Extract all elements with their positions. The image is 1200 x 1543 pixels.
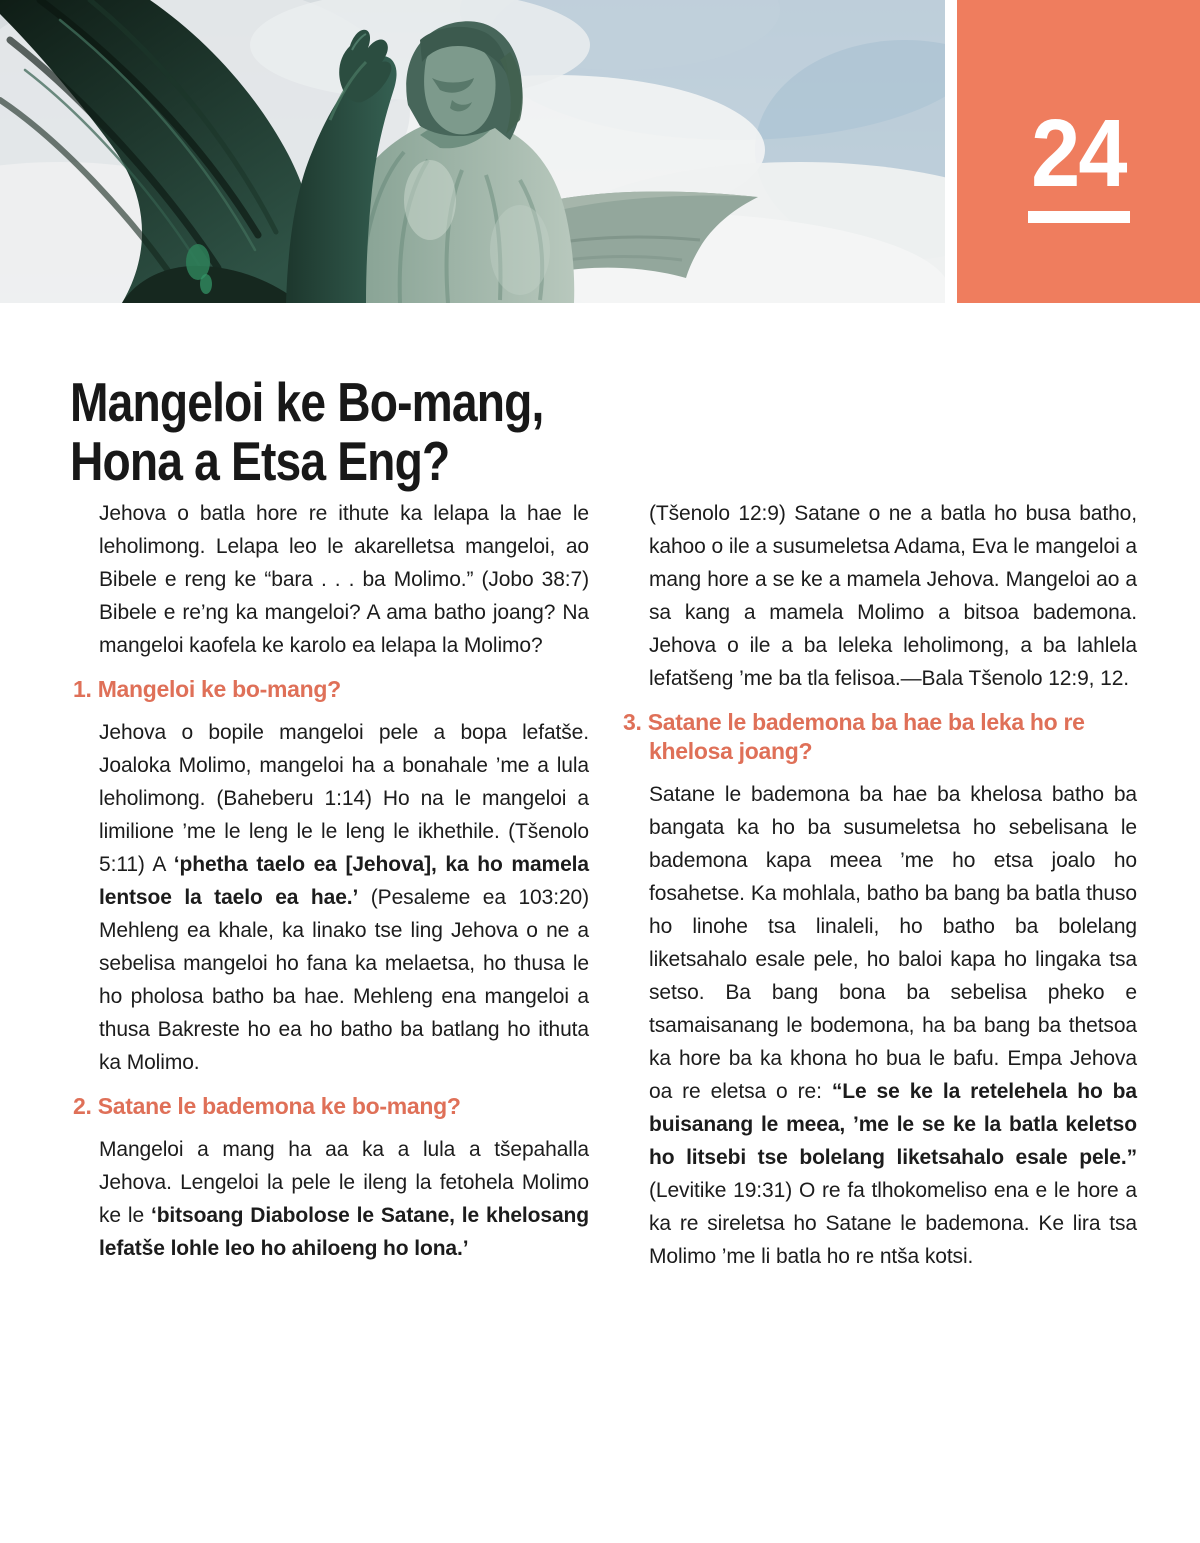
section-3-number: 3. — [623, 709, 642, 735]
section-2-number: 2. — [73, 1093, 92, 1119]
angel-statue-illustration — [0, 0, 945, 303]
angel-head — [406, 21, 523, 140]
intro-paragraph: Jehova o batla hore re ithute ka lelapa la hae le leholimong. Lelapa leo le akarelletsa mangeloi, ao Bibele e reng ke “bara . . . ba Molimo.” (Jobo 38:7) Bibele e re’ng ka mangeloi? A ama batho joang? Na mangeloi kaofela ke karolo ea lelapa la Molimo? — [99, 502, 589, 657]
section-2-heading — [73, 1092, 589, 1121]
section-3-heading-text: Satane le bademona ba hae ba leka ho re khelosa joang? — [647, 709, 1085, 764]
lesson-number-underline — [1028, 211, 1130, 223]
section-2-paragraph: Mangeloi a mang ha aa ka a lula a tšepahalla Jehova. Lengeloi la pele le ileng la fetohela Molimo ke le ‘bitsoang Diabolose le Satane, le khelosang lefatše lohle leo ho ahiloeng ho lona.’ — [99, 1138, 589, 1260]
section-1-number: 1. — [73, 676, 92, 702]
article-title — [70, 370, 544, 492]
lesson-number-box — [957, 0, 1200, 303]
title-line-2: Hona a Etsa Eng? — [70, 429, 450, 492]
title-line-1: Mangeloi ke Bo-mang, — [70, 370, 544, 433]
scripture-quote-bold: “Le se ke la retelehela ho ba buisanang le meea, ’me le se ke la batla keletso ho litsebi tse bolelang liketsahalo esale pele.” — [649, 1080, 1137, 1169]
header-image — [0, 0, 945, 303]
column-left — [73, 497, 589, 1278]
scripture-quote-bold: ‘phetha taelo ea [Jehova], ka ho mamela lentsoe la taelo ea hae.’ — [99, 853, 589, 909]
lesson-number: 24 — [1031, 100, 1126, 207]
column-right — [623, 497, 1137, 1286]
scripture-quote-bold: ‘bitsoang Diabolose le Satane, le khelosang lefatše lohle leo ho ahiloeng ho lona.’ — [99, 1204, 589, 1260]
section-3-paragraph: Satane le bademona ba hae ba khelosa batho ba bangata ka ho ba susumeletsa ho sebelisana le bademona kapa meea ’me ho etsa joalo ho fosahetse. Ka mohlala, batho ba bang ba batla thuso ho linohe tsa linaleli, ho batho ba bolelang liketsahalo esale pele, ho baloi kapa ho lingaka tsa setso. Ba bang bona ba sebelisa pheko e tsamaisanang le bodemona, ha ba bang ba thetsoa ka hore ba ka khona ho bua le bafu. Empa Jehova oa re eletsa o re: “Le se ke la retelehela ho ba buisanang le meea, ’me le se ke la batla keletso ho litsebi tse bolelang liketsahalo esale pele.” (Levitike 19:31) O re fa tlhokomeliso ena e le hore a ka re sireletsa ho Satane le bademona. Ke lira tsa Molimo ’me li batla ho re ntša kotsi. — [649, 783, 1137, 1268]
section-3-heading — [623, 708, 1101, 766]
section-1-heading — [73, 675, 589, 704]
section-2-continuation-paragraph: (Tšenolo 12:9) Satane o ne a batla ho busa batho, kahoo o ile a susumeletsa Adama, Eva le mangeloi a mang hore a se ke a mamela Jehova. Mangeloi ao a sa kang a mamela Molimo a bitsoa bademona. Jehova o ile a ba leleka leholimong, a ba lahlela lefatšeng ’me ba tla felisoa.—Bala Tšenolo 12:9, 12. — [649, 502, 1137, 690]
section-1-paragraph: Jehova o bopile mangeloi pele a bopa lefatše. Joaloka Molimo, mangeloi ha a bonahale ’me a lula leholimong. (Baheberu 1:14) Ho na le mangeloi a limilione ’me le leng le le leng le ikhethile. (Tšenolo 5:11) A ‘phetha taelo ea [Jehova], ka ho mamela lentsoe la taelo ea hae.’ (Pesaleme ea 103:20) Mehleng ea khale, ka linako tse ling Jehova o ne a sebelisa mangeloi ho fana ka melaetsa, ho thusa le ho pholosa batho ba hae. Mehleng ena mangeloi a thusa Bakreste ho ea ho batho ba batlang ho ithuta ka Molimo. — [99, 721, 589, 1074]
section-2-heading-text: Satane le bademona ke bo-mang? — [97, 1093, 461, 1119]
section-1-heading-text: Mangeloi ke bo-mang? — [97, 676, 341, 702]
